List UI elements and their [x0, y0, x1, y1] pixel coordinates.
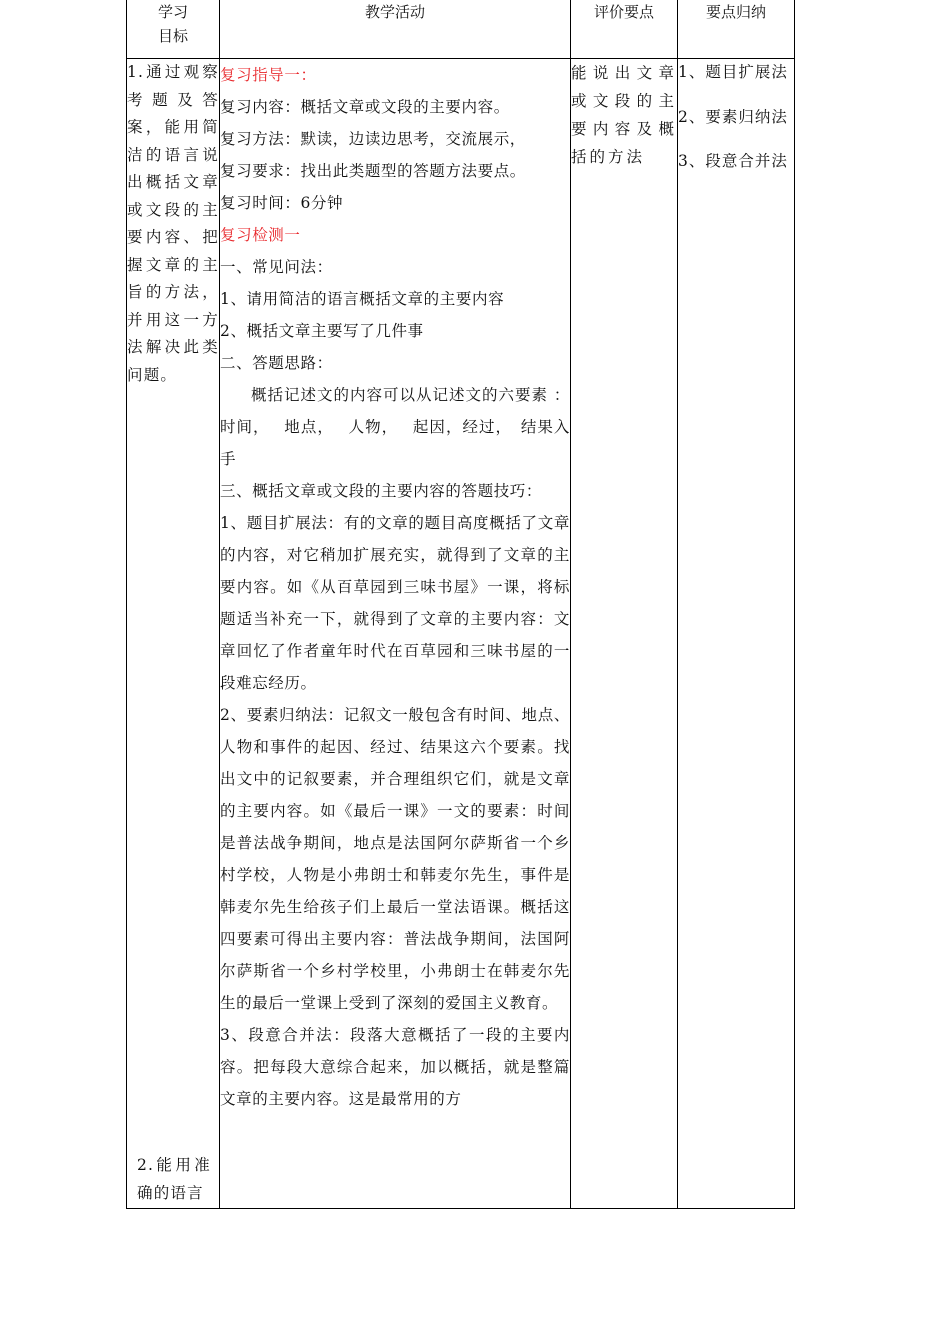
skill-3-text: 3、段意合并法：段落大意概括了一段的主要内容。把每段大意综合起来，加以概括，就是整篇文章的主要内容。这是最常用的方	[220, 1026, 570, 1109]
check-title: 复习检测一	[220, 226, 301, 245]
goal-1-text: 1.通过观察考题及答案，能用简洁的语言说出概括文章或文段的主要内容、把握文章的主旨的方法，并用这一方法解决此类问题。	[127, 63, 219, 384]
review-content: 复习内容：概括文章或文段的主要内容。	[220, 98, 510, 117]
header-summary: 要点归纳	[678, 0, 795, 59]
common-questions-title: 一、常见问法：	[220, 258, 333, 277]
activity-cell	[220, 59, 571, 1209]
lesson-plan-table	[126, 0, 795, 1209]
summary-item: 3、段意合并法	[678, 152, 788, 171]
summary-cell	[678, 59, 795, 1209]
content-row	[127, 59, 795, 1209]
question-1: 1、请用简洁的语言概括文章的主要内容	[220, 290, 505, 309]
summary-item: 1、题目扩展法	[678, 63, 788, 82]
review-time: 复习时间：6分钟	[220, 194, 344, 213]
header-teaching-activity: 教学活动	[220, 0, 571, 59]
approach-title: 二、答题思路：	[220, 354, 333, 373]
summary-item: 2、要素归纳法	[678, 107, 788, 126]
header-row	[127, 0, 795, 59]
goal-2-text: 2.能用准确的语言	[137, 1156, 211, 1202]
evaluation-text: 能说出文章或文段的主要内容及概括的方法	[571, 64, 677, 167]
header-evaluation-points: 评价要点	[571, 0, 678, 59]
header-learning-goal: 学习 目标	[127, 0, 220, 59]
evaluation-cell	[571, 59, 678, 1209]
question-2: 2、概括文章主要写了几件事	[220, 322, 424, 341]
guide-title: 复习指导一：	[220, 66, 317, 85]
skills-title: 三、概括文章或文段的主要内容的答题技巧：	[220, 482, 543, 501]
skill-1-text: 1、题目扩展法：有的文章的题目高度概括了文章的内容，对它稍加扩展充实，就得到了文章的主要内容。如《从百草园到三味书屋》一课，将标题适当补充一下，就得到了文章的主要内容：文章回忆了作者童年时代在百草园和三味书屋的一段难忘经历。	[220, 514, 570, 693]
goal-cell	[127, 59, 220, 1209]
approach-text: 概括记述文的内容可以从记述文的六要素 ： 时间， 地点， 人物， 起因，经过， 结果入手	[220, 386, 570, 469]
review-method: 复习方法：默读，边读边思考，交流展示，	[220, 130, 526, 149]
review-requirement: 复习要求：找出此类题型的答题方法要点。	[220, 162, 526, 181]
skill-2-text: 2、要素归纳法：记叙文一般包含有时间、地点、人物和事件的起因、经过、结果这六个要素。找出文中的记叙要素，并合理组织它们，就是文章的主要内容。如《最后一课》一文的要素：时间是普法战争期间，地点是法国阿尔萨斯省一个乡村学校，人物是小弗朗士和韩麦尔先生，事件是韩麦尔先生给孩子们上最后一堂法语课。概括这四要素可得出主要内容：普法战争期间，法国阿尔萨斯省一个乡村学校里，小弗朗士在韩麦尔先生的最后一堂课上受到了深刻的爱国主义教育。	[220, 706, 570, 1013]
